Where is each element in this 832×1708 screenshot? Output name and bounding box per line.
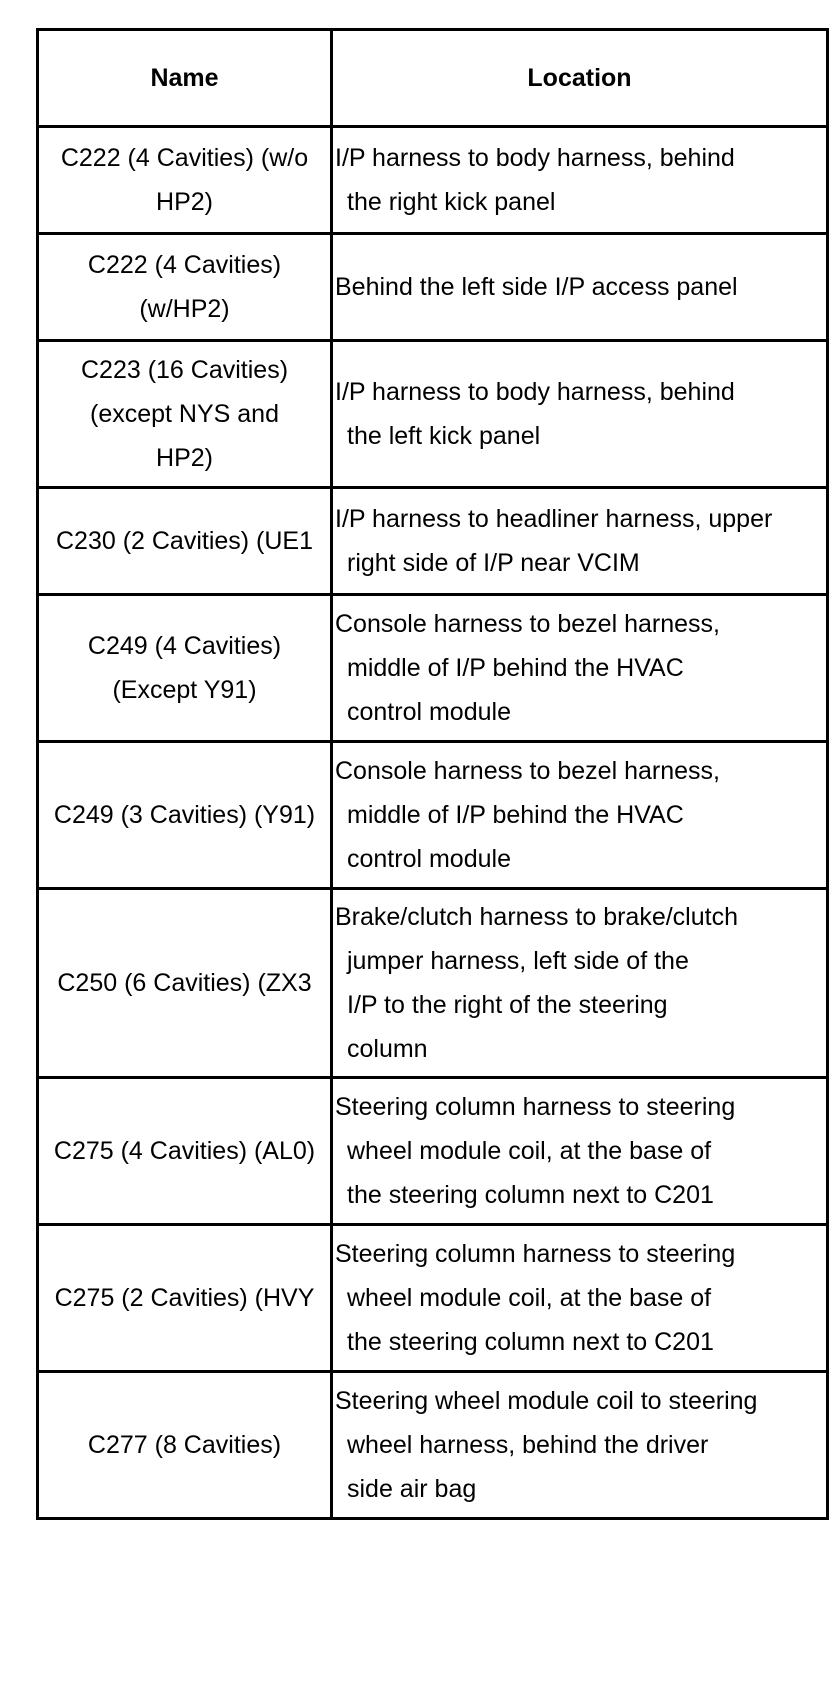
location-cell [332, 1078, 828, 1225]
table-row [38, 742, 828, 889]
connector-name-line: C250 (6 Cavities) (ZX3 [57, 969, 312, 997]
location-cell [332, 595, 828, 742]
connector-name-cell [38, 1078, 332, 1225]
location-cell [332, 889, 828, 1078]
location-line: Steering column harness to steering [335, 1093, 736, 1121]
location-line: middle of I/P behind the HVAC [347, 654, 684, 682]
connector-name-line: C249 (4 Cavities) [87, 632, 282, 660]
connector-name-cell [38, 742, 332, 889]
connector-name-line: C223 (16 Cavities) [80, 356, 289, 384]
connector-location-table [36, 28, 829, 1520]
table-row [38, 127, 828, 234]
connector-name-cell [38, 889, 332, 1078]
connector-name-line: C222 (4 Cavities) (w/o [60, 144, 309, 172]
location-line: the left kick panel [347, 422, 541, 450]
table-row [38, 1372, 828, 1519]
location-line: Console harness to bezel harness, [335, 610, 720, 638]
table-row [38, 889, 828, 1078]
location-line: control module [347, 698, 511, 726]
location-line: I/P harness to body harness, behind [335, 144, 735, 172]
location-line: the steering column next to C201 [347, 1181, 714, 1209]
location-cell [332, 127, 828, 234]
header-name: Name [38, 30, 332, 127]
location-line: jumper harness, left side of the [347, 947, 689, 975]
connector-name-cell [38, 488, 332, 595]
connector-name-cell [38, 1225, 332, 1372]
connector-name-cell [38, 234, 332, 341]
location-line: side air bag [347, 1475, 477, 1503]
location-line: the right kick panel [347, 188, 556, 216]
connector-name-line: (except NYS and [90, 400, 279, 428]
location-line: Brake/clutch harness to brake/clutch [335, 903, 738, 931]
location-cell [332, 341, 828, 488]
location-line: Steering wheel module coil to steering [335, 1387, 758, 1415]
connector-name-cell [38, 127, 332, 234]
location-cell [332, 234, 828, 341]
connector-name-line: C249 (3 Cavities) (Y91) [53, 801, 316, 829]
location-line: wheel module coil, at the base of [347, 1284, 712, 1312]
table-row [38, 234, 828, 341]
connector-name-line: C222 (4 Cavities) [87, 251, 282, 279]
table-row [38, 595, 828, 742]
table-row [38, 341, 828, 488]
location-line: wheel module coil, at the base of [347, 1137, 712, 1165]
connector-name-line: (Except Y91) [112, 676, 257, 704]
table-row [38, 1078, 828, 1225]
table-row [38, 1225, 828, 1372]
header-location: Location [332, 30, 828, 127]
location-line: I/P harness to body harness, behind [335, 378, 735, 406]
location-cell [332, 1225, 828, 1372]
location-line: I/P harness to headliner harness, upper [335, 505, 773, 533]
location-line: column [347, 1035, 428, 1063]
location-line: middle of I/P behind the HVAC [347, 801, 684, 829]
connector-name-cell [38, 341, 332, 488]
location-cell [332, 742, 828, 889]
connector-name-line: C277 (8 Cavities) [87, 1431, 282, 1459]
location-line: Behind the left side I/P access panel [335, 273, 738, 301]
connector-name-cell [38, 595, 332, 742]
connector-name-line: C275 (2 Cavities) (HVY [54, 1284, 315, 1312]
connector-name-line: C230 (2 Cavities) (UE1 [55, 527, 314, 555]
location-line: Console harness to bezel harness, [335, 757, 720, 785]
connector-name-line: (w/HP2) [139, 295, 230, 323]
connector-name-cell [38, 1372, 332, 1519]
location-cell [332, 1372, 828, 1519]
location-line: Steering column harness to steering [335, 1240, 736, 1268]
location-line: the steering column next to C201 [347, 1328, 714, 1356]
location-cell [332, 488, 828, 595]
table-header-row [38, 30, 828, 127]
table-row [38, 488, 828, 595]
location-line: wheel harness, behind the driver [347, 1431, 709, 1459]
location-line: right side of I/P near VCIM [347, 549, 640, 577]
location-line: control module [347, 845, 511, 873]
connector-name-line: C275 (4 Cavities) (AL0) [53, 1137, 316, 1165]
connector-name-line: HP2) [156, 188, 213, 216]
connector-name-line: HP2) [156, 444, 213, 472]
location-line: I/P to the right of the steering [347, 991, 668, 1019]
